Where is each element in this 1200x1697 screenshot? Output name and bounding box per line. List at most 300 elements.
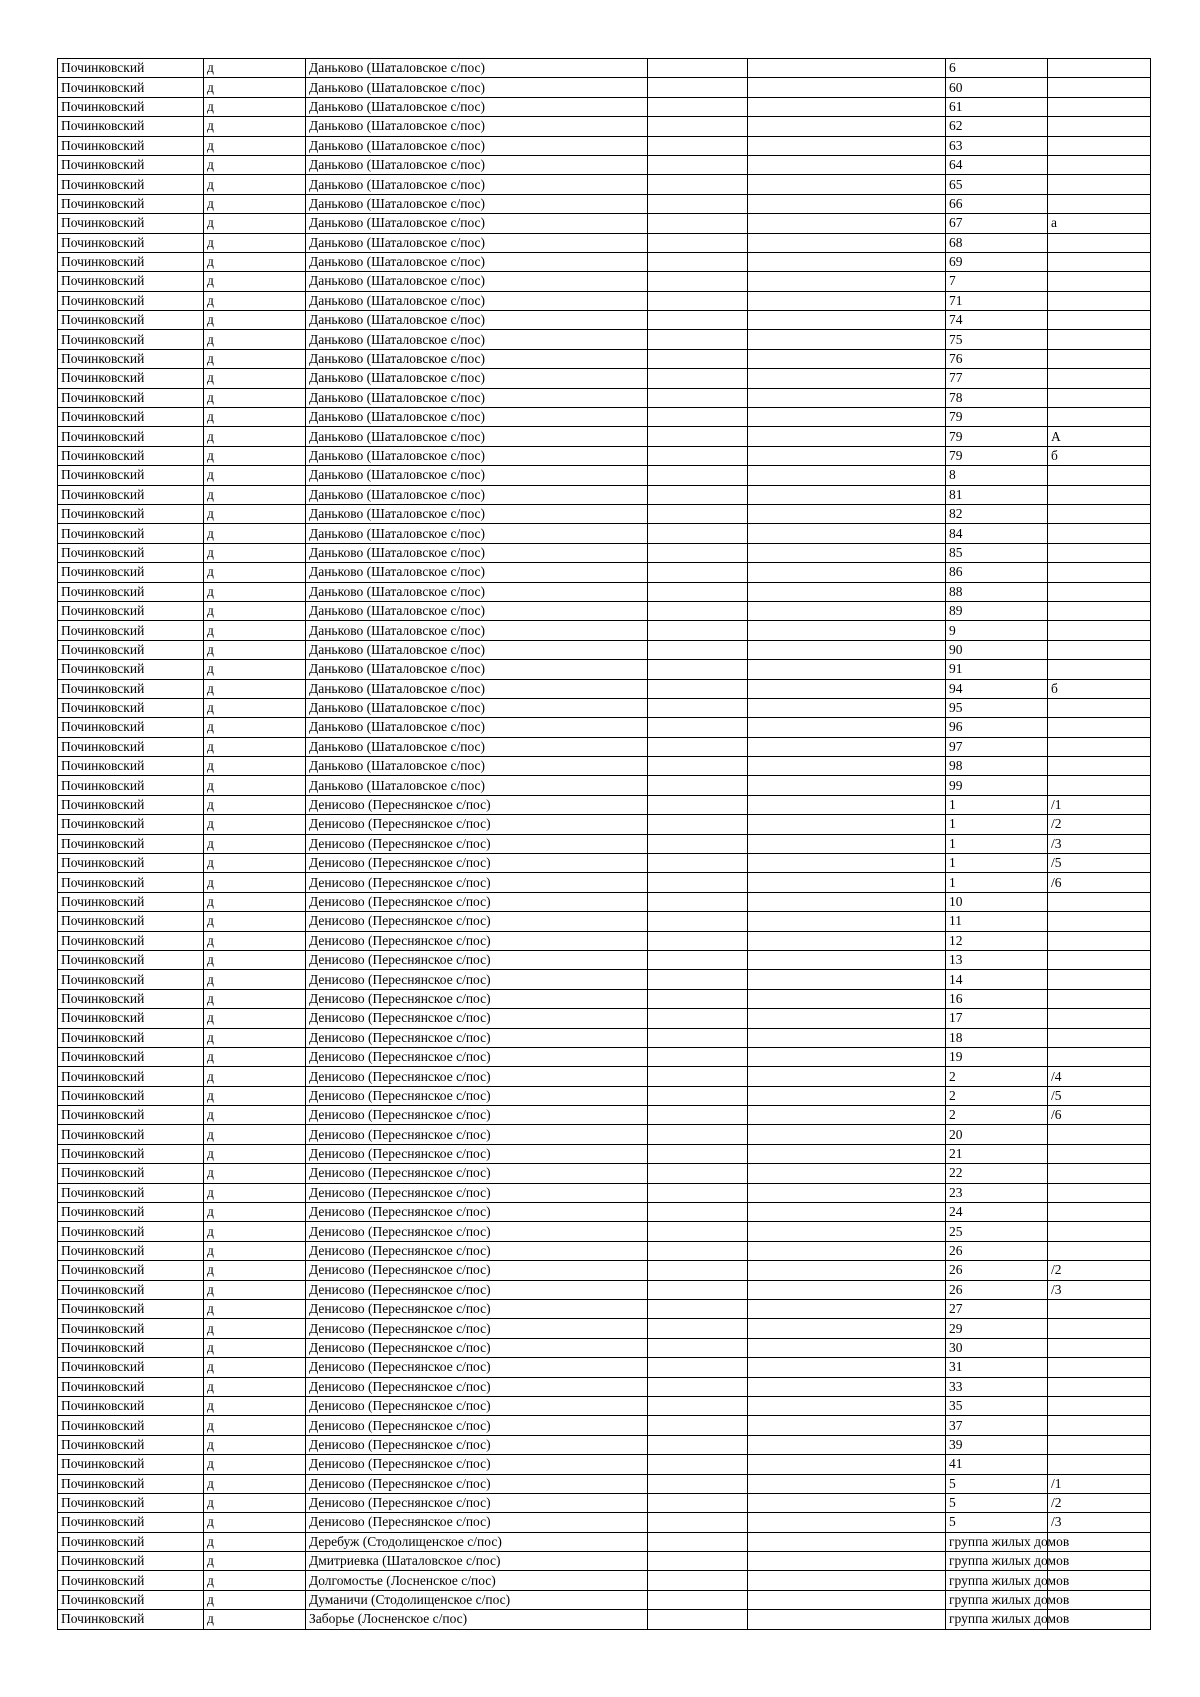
locality-type-cell: д [204,1047,306,1066]
district-cell: Починковский [58,1455,204,1474]
locality-name-cell: Даньково (Шаталовское с/пос) [306,543,648,562]
house-number-cell: 65 [946,175,1048,194]
table-row [58,1590,1151,1609]
table-row [58,466,1151,485]
street-type-cell [648,1358,748,1377]
table-row [58,136,1151,155]
street-name-cell [748,640,946,659]
locality-name-cell: Денисово (Переснянское с/пос) [306,1047,648,1066]
house-number-cell: 21 [946,1144,1048,1163]
table-row [58,524,1151,543]
district-cell: Починковский [58,194,204,213]
district-cell: Починковский [58,718,204,737]
district-cell: Починковский [58,815,204,834]
locality-type-cell: д [204,349,306,368]
table-row [58,155,1151,174]
district-cell: Починковский [58,970,204,989]
street-name-cell [748,1261,946,1280]
house-suffix-cell [1048,1028,1151,1047]
house-suffix-cell [1048,155,1151,174]
locality-name-cell: Денисово (Переснянское с/пос) [306,1396,648,1415]
house-suffix-cell [1048,485,1151,504]
locality-type-cell: д [204,1590,306,1609]
street-type-cell [648,1377,748,1396]
street-name-cell [748,543,946,562]
district-cell: Починковский [58,950,204,969]
locality-name-cell: Даньково (Шаталовское с/пос) [306,504,648,523]
street-name-cell [748,214,946,233]
locality-type-cell: д [204,233,306,252]
locality-name-cell: Даньково (Шаталовское с/пос) [306,601,648,620]
street-name-cell [748,330,946,349]
table-row [58,1513,1151,1532]
district-cell: Починковский [58,757,204,776]
locality-type-cell: д [204,1338,306,1357]
district-cell: Починковский [58,892,204,911]
locality-type-cell: д [204,950,306,969]
house-number-cell: группа жилых домов [946,1571,1048,1590]
district-cell: Починковский [58,59,204,78]
street-name-cell [748,1203,946,1222]
locality-type-cell: д [204,369,306,388]
locality-type-cell: д [204,78,306,97]
table-row [58,117,1151,136]
district-cell: Починковский [58,1164,204,1183]
street-name-cell [748,1513,946,1532]
locality-type-cell: д [204,427,306,446]
house-suffix-cell [1048,1455,1151,1474]
district-cell: Починковский [58,214,204,233]
table-row [58,1222,1151,1241]
street-name-cell [748,989,946,1008]
house-suffix-cell [1048,504,1151,523]
street-name-cell [748,117,946,136]
district-cell: Починковский [58,989,204,1008]
table-row [58,1280,1151,1299]
street-type-cell [648,59,748,78]
house-number-cell: 31 [946,1358,1048,1377]
district-cell: Починковский [58,640,204,659]
table-row [58,543,1151,562]
street-type-cell [648,1474,748,1493]
table-row [58,698,1151,717]
locality-name-cell: Думаничи (Стодолищенское с/пос) [306,1590,648,1609]
house-suffix-cell [1048,233,1151,252]
table-row [58,504,1151,523]
street-type-cell [648,660,748,679]
street-name-cell [748,233,946,252]
house-number-cell: 26 [946,1241,1048,1260]
table-row [58,194,1151,213]
street-type-cell [648,388,748,407]
district-cell: Починковский [58,1222,204,1241]
street-name-cell [748,175,946,194]
locality-name-cell: Даньково (Шаталовское с/пос) [306,408,648,427]
locality-name-cell: Даньково (Шаталовское с/пос) [306,446,648,465]
street-name-cell [748,1358,946,1377]
street-name-cell [748,1532,946,1551]
table-row [58,854,1151,873]
locality-name-cell: Денисово (Переснянское с/пос) [306,931,648,950]
house-number-cell: 64 [946,155,1048,174]
street-type-cell [648,640,748,659]
district-cell: Починковский [58,1067,204,1086]
district-cell: Починковский [58,1009,204,1028]
house-suffix-cell [1048,330,1151,349]
locality-type-cell: д [204,1144,306,1163]
street-name-cell [748,1183,946,1202]
locality-type-cell: д [204,640,306,659]
house-number-cell: 5 [946,1474,1048,1493]
locality-type-cell: д [204,59,306,78]
street-name-cell [748,1474,946,1493]
locality-name-cell: Даньково (Шаталовское с/пос) [306,194,648,213]
locality-type-cell: д [204,504,306,523]
house-number-cell: 2 [946,1106,1048,1125]
district-cell: Починковский [58,272,204,291]
district-cell: Починковский [58,349,204,368]
house-suffix-cell [1048,194,1151,213]
table-row [58,563,1151,582]
locality-name-cell: Даньково (Шаталовское с/пос) [306,214,648,233]
locality-name-cell: Даньково (Шаталовское с/пос) [306,485,648,504]
house-suffix-cell [1048,388,1151,407]
house-suffix-cell [1048,582,1151,601]
locality-name-cell: Даньково (Шаталовское с/пос) [306,136,648,155]
house-suffix-cell [1048,1241,1151,1260]
street-type-cell [648,873,748,892]
street-name-cell [748,601,946,620]
district-cell: Починковский [58,1396,204,1415]
locality-type-cell: д [204,912,306,931]
table-row [58,1028,1151,1047]
house-suffix-cell [1048,1222,1151,1241]
table-row [58,1086,1151,1105]
house-number-cell: 33 [946,1377,1048,1396]
locality-name-cell: Денисово (Переснянское с/пос) [306,1300,648,1319]
locality-name-cell: Даньково (Шаталовское с/пос) [306,621,648,640]
house-suffix-cell: /2 [1048,1493,1151,1512]
street-name-cell [748,1009,946,1028]
locality-type-cell: д [204,873,306,892]
house-number-cell: 6 [946,59,1048,78]
street-type-cell [648,252,748,271]
house-suffix-cell [1048,311,1151,330]
house-number-cell: 17 [946,1009,1048,1028]
street-name-cell [748,1435,946,1454]
house-number-cell: 19 [946,1047,1048,1066]
street-type-cell [648,1241,748,1260]
table-row [58,1552,1151,1571]
locality-name-cell: Даньково (Шаталовское с/пос) [306,175,648,194]
street-type-cell [648,970,748,989]
house-suffix-cell [1048,698,1151,717]
locality-name-cell: Даньково (Шаталовское с/пос) [306,349,648,368]
house-suffix-cell [1048,621,1151,640]
locality-name-cell: Даньково (Шаталовское с/пос) [306,388,648,407]
street-name-cell [748,1416,946,1435]
street-name-cell [748,427,946,446]
street-name-cell [748,834,946,853]
street-name-cell [748,369,946,388]
locality-type-cell: д [204,1493,306,1512]
locality-name-cell: Долгомостье (Лосненское с/пос) [306,1571,648,1590]
table-row [58,330,1151,349]
street-name-cell [748,776,946,795]
locality-name-cell: Денисово (Переснянское с/пос) [306,795,648,814]
house-number-cell: 71 [946,291,1048,310]
locality-type-cell: д [204,1203,306,1222]
locality-type-cell: д [204,1125,306,1144]
house-suffix-cell [1048,563,1151,582]
house-number-cell: 22 [946,1164,1048,1183]
street-type-cell [648,931,748,950]
street-type-cell [648,1338,748,1357]
street-name-cell [748,563,946,582]
house-number-cell: 27 [946,1300,1048,1319]
street-type-cell [648,1086,748,1105]
locality-type-cell: д [204,892,306,911]
table-row [58,834,1151,853]
house-suffix-cell [1048,757,1151,776]
street-name-cell [748,485,946,504]
district-cell: Починковский [58,1338,204,1357]
locality-type-cell: д [204,1377,306,1396]
locality-name-cell: Денисово (Переснянское с/пос) [306,1183,648,1202]
house-number-cell: 35 [946,1396,1048,1415]
locality-type-cell: д [204,679,306,698]
house-number-cell: 7 [946,272,1048,291]
district-cell: Починковский [58,1086,204,1105]
locality-name-cell: Даньково (Шаталовское с/пос) [306,679,648,698]
district-cell: Починковский [58,485,204,504]
house-suffix-cell: а [1048,214,1151,233]
house-suffix-cell [1048,660,1151,679]
table-row [58,815,1151,834]
district-cell: Починковский [58,873,204,892]
locality-type-cell: д [204,970,306,989]
house-suffix-cell: /2 [1048,1261,1151,1280]
house-number-cell: группа жилых домов [946,1532,1048,1551]
street-type-cell [648,1319,748,1338]
house-number-cell: 26 [946,1261,1048,1280]
table-row [58,970,1151,989]
locality-name-cell: Даньково (Шаталовское с/пос) [306,233,648,252]
table-row [58,737,1151,756]
district-cell: Починковский [58,931,204,950]
house-number-cell: 81 [946,485,1048,504]
house-suffix-cell [1048,466,1151,485]
street-name-cell [748,1552,946,1571]
locality-type-cell: д [204,1300,306,1319]
house-suffix-cell [1048,543,1151,562]
house-number-cell: 95 [946,698,1048,717]
locality-type-cell: д [204,1532,306,1551]
locality-type-cell: д [204,408,306,427]
table-row [58,1532,1151,1551]
table-row [58,1241,1151,1260]
house-number-cell: 39 [946,1435,1048,1454]
locality-name-cell: Даньково (Шаталовское с/пос) [306,252,648,271]
table-row [58,892,1151,911]
house-suffix-cell [1048,1125,1151,1144]
address-table-body [58,59,1151,1630]
district-cell: Починковский [58,621,204,640]
locality-type-cell: д [204,989,306,1008]
district-cell: Починковский [58,388,204,407]
table-row [58,660,1151,679]
street-name-cell [748,524,946,543]
house-number-cell: группа жилых домов [946,1610,1048,1629]
table-row [58,1571,1151,1590]
house-number-cell: 12 [946,931,1048,950]
locality-name-cell: Денисово (Переснянское с/пос) [306,1028,648,1047]
street-type-cell [648,1106,748,1125]
house-number-cell: 1 [946,815,1048,834]
house-number-cell: 74 [946,311,1048,330]
table-row [58,582,1151,601]
house-suffix-cell [1048,78,1151,97]
locality-type-cell: д [204,446,306,465]
locality-type-cell: д [204,272,306,291]
house-suffix-cell [1048,1435,1151,1454]
locality-type-cell: д [204,543,306,562]
table-row [58,311,1151,330]
district-cell: Починковский [58,1493,204,1512]
house-suffix-cell: /1 [1048,795,1151,814]
street-type-cell [648,1610,748,1629]
street-type-cell [648,1028,748,1047]
house-suffix-cell: б [1048,446,1151,465]
street-type-cell [648,698,748,717]
district-cell: Починковский [58,1610,204,1629]
district-cell: Починковский [58,311,204,330]
locality-type-cell: д [204,621,306,640]
locality-name-cell: Денисово (Переснянское с/пос) [306,1203,648,1222]
street-type-cell [648,175,748,194]
street-name-cell [748,291,946,310]
street-type-cell [648,446,748,465]
street-type-cell [648,1261,748,1280]
house-suffix-cell [1048,369,1151,388]
locality-name-cell: Денисово (Переснянское с/пос) [306,1493,648,1512]
house-suffix-cell [1048,737,1151,756]
house-suffix-cell [1048,408,1151,427]
house-number-cell: 90 [946,640,1048,659]
house-suffix-cell [1048,1396,1151,1415]
district-cell: Починковский [58,1241,204,1260]
table-row [58,795,1151,814]
locality-name-cell: Денисово (Переснянское с/пос) [306,1416,648,1435]
locality-name-cell: Денисово (Переснянское с/пос) [306,1222,648,1241]
house-number-cell: группа жилых домов [946,1552,1048,1571]
locality-name-cell: Денисово (Переснянское с/пос) [306,854,648,873]
locality-type-cell: д [204,1416,306,1435]
locality-type-cell: д [204,737,306,756]
locality-type-cell: д [204,1319,306,1338]
district-cell: Починковский [58,543,204,562]
street-type-cell [648,291,748,310]
table-row [58,1455,1151,1474]
district-cell: Починковский [58,175,204,194]
table-row [58,349,1151,368]
district-cell: Починковский [58,854,204,873]
street-name-cell [748,950,946,969]
street-type-cell [648,563,748,582]
district-cell: Починковский [58,1280,204,1299]
table-row [58,1319,1151,1338]
locality-name-cell: Денисово (Переснянское с/пос) [306,834,648,853]
district-cell: Починковский [58,117,204,136]
street-type-cell [648,601,748,620]
house-suffix-cell [1048,1164,1151,1183]
table-row [58,369,1151,388]
district-cell: Починковский [58,369,204,388]
table-row [58,718,1151,737]
locality-name-cell: Денисово (Переснянское с/пос) [306,1009,648,1028]
house-number-cell: 75 [946,330,1048,349]
street-name-cell [748,737,946,756]
table-row [58,873,1151,892]
street-type-cell [648,1144,748,1163]
street-name-cell [748,1164,946,1183]
locality-name-cell: Денисово (Переснянское с/пос) [306,1280,648,1299]
locality-name-cell: Денисово (Переснянское с/пос) [306,1086,648,1105]
table-row [58,1338,1151,1357]
district-cell: Починковский [58,1047,204,1066]
house-suffix-cell [1048,1203,1151,1222]
street-name-cell [748,155,946,174]
street-name-cell [748,272,946,291]
house-number-cell: 29 [946,1319,1048,1338]
street-type-cell [648,621,748,640]
locality-type-cell: д [204,601,306,620]
street-type-cell [648,795,748,814]
district-cell: Починковский [58,834,204,853]
table-row [58,252,1151,271]
locality-type-cell: д [204,1396,306,1415]
locality-name-cell: Даньково (Шаталовское с/пос) [306,737,648,756]
locality-name-cell: Денисово (Переснянское с/пос) [306,1125,648,1144]
table-row [58,1144,1151,1163]
house-number-cell: 5 [946,1493,1048,1512]
locality-type-cell: д [204,155,306,174]
house-suffix-cell [1048,97,1151,116]
locality-name-cell: Даньково (Шаталовское с/пос) [306,563,648,582]
house-suffix-cell [1048,718,1151,737]
house-number-cell: 86 [946,563,1048,582]
table-row [58,1474,1151,1493]
house-suffix-cell [1048,776,1151,795]
locality-name-cell: Даньково (Шаталовское с/пос) [306,330,648,349]
house-suffix-cell [1048,1358,1151,1377]
district-cell: Починковский [58,1513,204,1532]
street-type-cell [648,504,748,523]
street-name-cell [748,1106,946,1125]
house-suffix-cell: /1 [1048,1474,1151,1493]
street-type-cell [648,737,748,756]
street-type-cell [648,1183,748,1202]
locality-name-cell: Даньково (Шаталовское с/пос) [306,718,648,737]
house-suffix-cell: /6 [1048,873,1151,892]
street-name-cell [748,660,946,679]
street-type-cell [648,369,748,388]
locality-name-cell: Денисово (Переснянское с/пос) [306,1106,648,1125]
locality-name-cell: Даньково (Шаталовское с/пос) [306,466,648,485]
table-row [58,1164,1151,1183]
table-row [58,950,1151,969]
table-row [58,214,1151,233]
